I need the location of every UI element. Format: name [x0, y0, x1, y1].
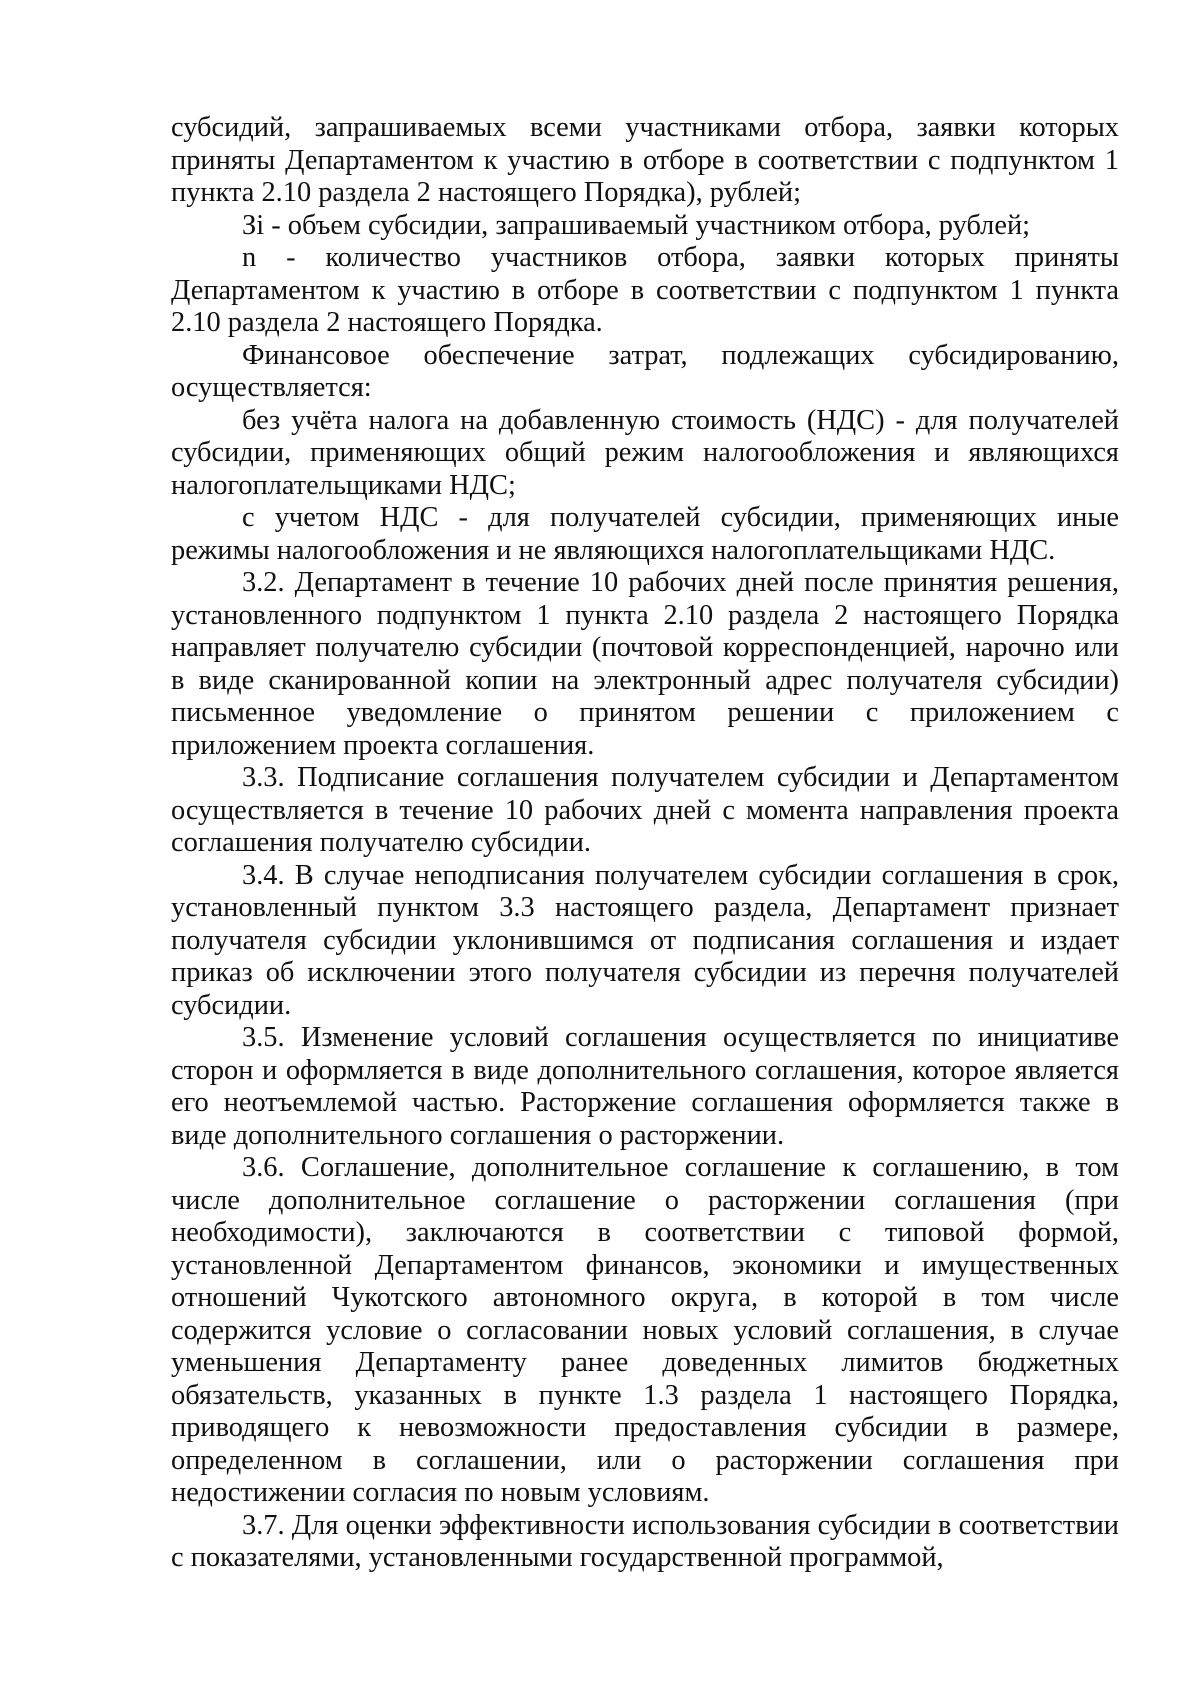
paragraph-with-vat: с учетом НДС - для получателей субсидии, применяющих иные режимы налогообложения и не являющихся налогоплательщиками НДС. [171, 502, 1119, 566]
paragraph-3-6: 3.6. Соглашение, дополнительное соглашение к соглашению, в том числе дополнительное соглашение о расторжении соглашения (при необходимости), заключаются в соответствии с типовой формой, установленной Департаментом финансов, экономики и имущественных отношений Чукотского автономного округа, в которой в том числе содержится условие о согласовании новых условий соглашения, в случае уменьшения Департаменту ранее доведенных лимитов бюджетных обязательств, указанных в пункте 1.3 раздела 1 настоящего Порядка, приводящего к невозможности предоставления субсидии в размере, определенном в соглашении, или о расторжении соглашения при недостижении согласия по новым условиям. [171, 1152, 1119, 1508]
paragraph-3-3: 3.3. Подписание соглашения получателем субсидии и Департаментом осуществляется в течение 10 рабочих дней с момента направления проекта соглашения получателю субсидии. [171, 762, 1119, 858]
paragraph-continuation: субсидий, запрашиваемых всеми участниками отбора, заявки которых приняты Департаментом к участию в отборе в соответствии с подпунктом 1 пункта 2.10 раздела 2 настоящего Порядка), рублей; [171, 112, 1119, 208]
paragraph-zi-definition: Зi - объем субсидии, запрашиваемый участником отбора, рублей; [242, 209, 1031, 241]
paragraph-n-definition: n - количество участников отбора, заявки которых приняты Департаментом к участию в отборе в соответствии с подпунктом 1 пункта 2.10 раздела 2 настоящего Порядка. [171, 242, 1119, 338]
paragraph-3-5: 3.5. Изменение условий соглашения осуществляется по инициативе сторон и оформляется в виде дополнительного соглашения, которое является его неотъемлемой частью. Расторжение соглашения оформляется также в виде дополнительного соглашения о расторжении. [171, 1022, 1119, 1151]
paragraph-3-2: 3.2. Департамент в течение 10 рабочих дней после принятия решения, установленного подпунктом 1 пункта 2.10 раздела 2 настоящего Порядка направляет получателю субсидии (почтовой корреспонденцией, нарочно или в виде сканированной копии на электронный адрес получателя субсидии) письменное уведомление о принятом решении с приложением с приложением проекта соглашения. [171, 567, 1119, 761]
paragraph-without-vat: без учёта налога на добавленную стоимость (НДС) - для получателей субсидии, применяющих общий режим налогообложения и являющихся налогоплательщиками НДС; [171, 404, 1119, 501]
document-page [171, 112, 1119, 1575]
paragraph-3-4: 3.4. В случае неподписания получателем субсидии соглашения в срок, установленный пунктом 3.3 настоящего раздела, Департамент признает получателя субсидии уклонившимся от подписания соглашения и издает приказ об исключении этого получателя субсидии из перечня получателей субсидии. [171, 859, 1119, 1021]
paragraph-3-7: 3.7. Для оценки эффективности использования субсидии в соответствии с показателями, установленными государственной программой, [171, 1509, 1119, 1573]
paragraph-financing: Финансовое обеспечение затрат, подлежащих субсидированию, осуществляется: [171, 339, 1119, 403]
